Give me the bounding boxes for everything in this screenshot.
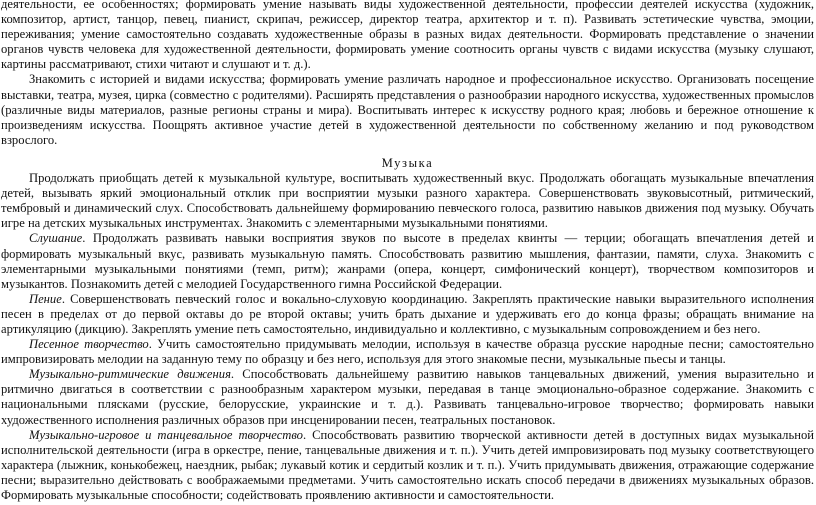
paragraph-song-creativity bbox=[1, 337, 814, 367]
paragraph-arts-activity: деятельности, ее особенностях; формировать умение называть виды художественной деятельности, профессии деятелей искусства (художник, композитор, артист, танцор, певец, пианист, скрипач, режиссер, директор театра, архитектор и т. п). Развивать эстетические чувства, эмоции, переживания; умение самостоятельно создавать художественные образы в разных видах деятельности. Формировать представление о значении органов чувств человека для художественной деятельности, формировать умение соотносить органы чувств с видами искусства (музыку слушают, картины рассматривают, стихи читают и слушают и т. д.). bbox=[1, 0, 814, 72]
rhythmic-movements-text: . Способствовать дальнейшему развитию навыков танцевальных движений, умения выразительно и ритмично двигаться в соответствии с разнообразным характером музыки, передавая в танце эмоционально-образное содержание. Знакомить с национальными плясками (русские, белорусские, украинские и т. д.). Развивать танцевально-игровое творчество; формировать навыки художественного исполнения различных образов при инсценировании песен, театральных постановок. bbox=[1, 367, 814, 427]
singing-label: Пение bbox=[29, 291, 62, 306]
listening-label: Слушание bbox=[29, 231, 83, 246]
section-heading-music: Музыка bbox=[381, 155, 434, 170]
rhythmic-movements-label: Музыкально-ритмические движения bbox=[29, 367, 231, 382]
play-dance-creativity-text: . Способствовать развитию творческой активности детей в доступных видах музыкальной исполнительской деятельности (игра в оркестре, пение, танцевальные движения и т. п.). Учить детей импровизировать под музыку соответствующего характера (лыжник, конькобежец, наездник, рыбак; лукавый котик и сердитый козлик и т. п.). Учить придумывать движения, отражающие содержание песни; выразительно действовать с воображаемыми предметами. Учить самостоятельно искать способ передачи в движениях музыкальных образов. Формировать музыкальные способности; содействовать проявлению активности и самостоятельности. bbox=[1, 427, 814, 502]
paragraph-arts-history: Знакомить с историей и видами искусства; формировать умение различать народное и профессиональное искусство. Организовать посещение выставки, театра, музея, цирка (совместно с родителями). Расширять представления о разнообразии народного искусства, художественных промыслов (различные виды материалов, разные регионы страны и мира). Воспитывать интерес к искусству родного края; любовь и бережное отношение к произведениям искусства. Поощрять активное участие детей в художественной деятельности по собственному желанию и под руководством взрослого. bbox=[1, 72, 814, 147]
song-creativity-label: Песенное творчество bbox=[29, 337, 149, 352]
listening-text: . Продолжать развивать навыки восприятия звуков по высоте в пределах квинты — терции; обогащать впечатления детей и формировать музыкальный вкус, развивать музыкальную память. Способствовать развитию мышления, фантазии, памяти, слуха. Знакомить с элементарными музыкальными понятиями (темп, ритм); жанрами (опера, концерт, симфонический концерт), творчеством композиторов и музыкантов. Познакомить детей с мелодией Государственного гимна Российской Федерации. bbox=[1, 231, 814, 291]
singing-text: . Совершенствовать певческий голос и вокально-слуховую координацию. Закреплять практические навыки выразительного исполнения песен в пределах от до первой октавы до ре второй октавы; учить брать дыхание и удерживать его до конца фразы; обращать внимание на артикуляцию (дикцию). Закреплять умение петь самостоятельно, индивидуально и коллективно, с музыкальным сопровождением и без него. bbox=[1, 291, 814, 336]
paragraph-music-intro: Продолжать приобщать детей к музыкальной культуре, воспитывать художественный вкус. Продолжать обогащать музыкальные впечатления детей, вызывать яркий эмоциональный отклик при восприятии музыки разного характера. Совершенствовать звуковысотный, ритмический, тембровый и динамический слух. Способствовать дальнейшему формированию певческого голоса, развитию навыков движения под музыку. Обучать игре на детских музыкальных инструментах. Знакомить с элементарными музыкальными понятиями. bbox=[1, 171, 814, 231]
paragraph-play-dance-creativity bbox=[1, 428, 814, 503]
paragraph-rhythmic-movements bbox=[1, 367, 814, 427]
song-creativity-text: . Учить самостоятельно придумывать мелодии, используя в качестве образца русские народные песни; самостоятельно импровизировать мелодии на заданную тему по образцу и без него, используя для этого знакомые песни, музыкальные пьесы и танцы. bbox=[1, 337, 814, 367]
paragraph-singing bbox=[1, 292, 814, 337]
play-dance-creativity-label: Музыкально-игровое и танцевальное творчество bbox=[29, 427, 303, 442]
paragraph-listening bbox=[1, 231, 814, 291]
